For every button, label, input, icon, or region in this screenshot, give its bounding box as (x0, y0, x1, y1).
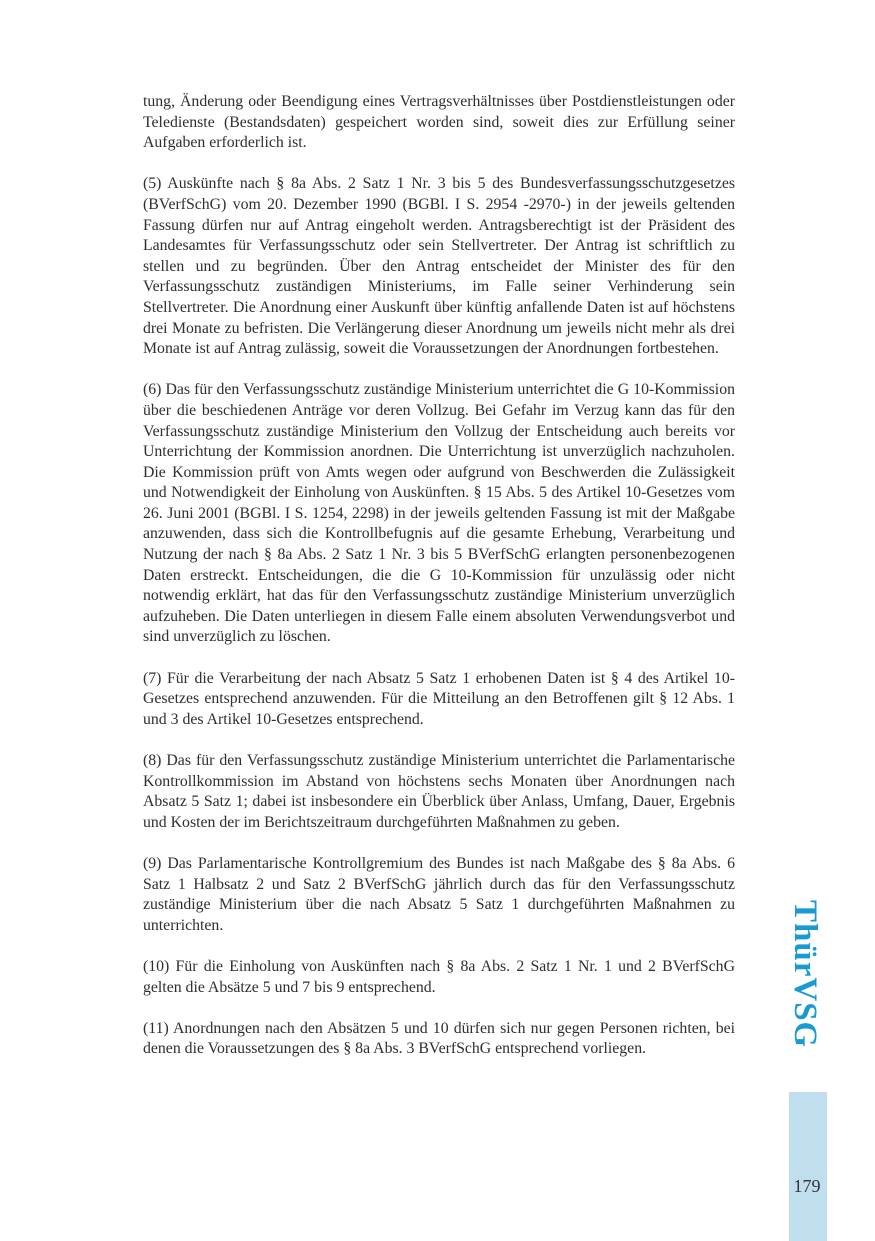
paragraph: (6) Das für den Verfassungsschutz zuständige Ministerium unterrichtet die G 10-Kommission über die beschiedenen Anträge vor deren Vollzug. Bei Gefahr im Verzug kann das für den Verfassungsschutz zuständige Ministerium den Vollzug der Entscheidung auch bereits vor Unterrichtung der Kommission anordnen. Die Unterrichtung ist unverzüglich nachzuholen. Die Kommission prüft von Amts wegen oder aufgrund von Beschwerden die Zulässigkeit und Notwendigkeit der Einholung von Auskünften. § 15 Abs. 5 des Artikel 10-Gesetzes vom 26. Juni 2001 (BGBl. I S. 1254, 2298) in der jeweils geltenden Fassung ist mit der Maßgabe anzuwenden, dass sich die Kontrollbefugnis auf die gesamte Erhebung, Verarbeitung und Nutzung der nach § 8a Abs. 2 Satz 1 Nr. 3 bis 5 BVerfSchG erlangten personenbezogenen Daten erstreckt. Entscheidungen, die die G 10-Kommission für unzulässig oder nicht notwendig erklärt, hat das für den Verfassungsschutz zuständige Ministerium unverzüglich aufzuheben. Die Daten unterliegen in diesem Falle einem absoluten Verwendungsverbot und sind unverzüglich zu löschen. (143, 381, 735, 646)
page-body (143, 92, 735, 1060)
paragraph: (8) Das für den Verfassungsschutz zuständige Ministerium unterrichtet die Parlamentarische Kontrollkommission im Abstand von höchstens sechs Monaten über Anordnungen nach Absatz 5 Satz 1; dabei ist insbesondere ein Überblick über Anlass, Umfang, Dauer, Ergebnis und Kosten der im Berichtszeitraum durchgeführten Maßnahmen zu geben. (143, 752, 735, 831)
paragraph: (11) Anordnungen nach den Absätzen 5 und 10 dürfen sich nur gegen Personen richten, bei denen die Voraussetzungen des § 8a Abs. 3 BVerfSchG entsprechend vorliegen. (143, 1019, 735, 1058)
paragraph: (10) Für die Einholung von Auskünften nach § 8a Abs. 2 Satz 1 Nr. 1 und 2 BVerfSchG gelten die Absätze 5 und 7 bis 9 entsprechend. (143, 957, 735, 996)
paragraph: (7) Für die Verarbeitung der nach Absatz 5 Satz 1 erhobenen Daten ist § 4 des Artikel 10-Gesetzes entsprechend anzuwenden. Für die Mitteilung an den Betroffenen gilt § 12 Abs. 1 und 3 des Artikel 10-Gesetzes entsprechend. (143, 669, 735, 728)
paragraph: (9) Das Parlamentarische Kontrollgremium des Bundes ist nach Maßgabe des § 8a Abs. 6 Satz 1 Halbsatz 2 und Satz 2 BVerfSchG jährlich durch das für den Verfassungsschutz zuständige Ministerium über die nach Absatz 5 Satz 1 durchgeführten Maßnahmen zu unterrichten. (143, 854, 735, 934)
paragraph: tung, Änderung oder Beendigung eines Vertragsverhältnisses über Postdienstleistungen oder Teledienste (Bestandsdaten) gespeichert worden sind, soweit dies zur Erfüllung seiner Aufgaben erforderlich ist. (143, 93, 735, 152)
sidebar-chapter-label: ThürVSG (787, 900, 823, 1049)
paragraph: (5) Auskünfte nach § 8a Abs. 2 Satz 1 Nr. 3 bis 5 des Bundesverfassungsschutzgesetzes (BVerfSchG) vom 20. Dezember 1990 (BGBl. I S. 2954 -2970-) in der jeweils geltenden Fassung dürfen nur auf Antrag eingeholt werden. Antragsberechtigt ist der Präsident des Landesamtes für Verfassungsschutz oder sein Stellvertreter. Der Antrag ist schriftlich zu stellen und zu begründen. Über den Antrag entscheidet der Minister des für den Verfassungsschutz zuständigen Ministeriums, im Falle seiner Verhinderung sein Stellvertreter. Die Anordnung einer Auskunft über künftig anfallende Daten ist auf höchstens drei Monate zu befristen. Die Verlängerung dieser Anordnung um jeweils nicht mehr als drei Monate ist auf Antrag zulässig, soweit die Voraussetzungen der Anordnungen fortbestehen. (143, 175, 735, 358)
page-number: 179 (793, 1176, 821, 1196)
footer-accent-bar (789, 1092, 827, 1241)
